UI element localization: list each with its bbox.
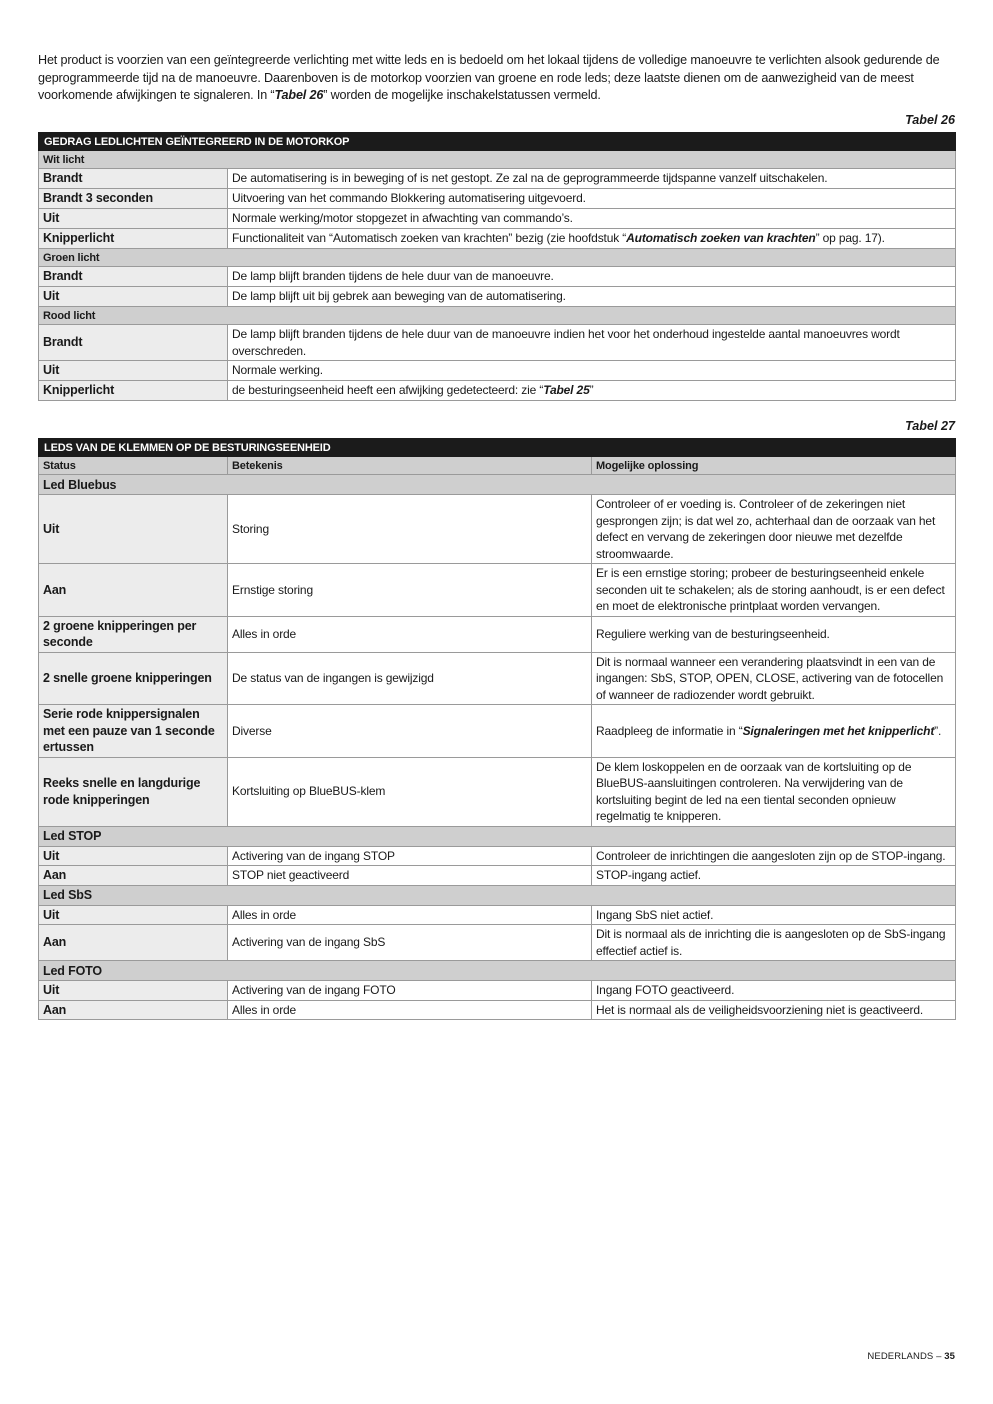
table-26-caption: Tabel 26 <box>905 113 955 127</box>
table-row <box>39 925 956 961</box>
table-27 <box>38 438 956 1020</box>
row-status: Uit <box>39 495 228 564</box>
row-status: Uit <box>39 905 228 925</box>
chapter-ref: Signaleringen met het knipperlicht <box>742 723 935 738</box>
row-solution: Dit is normaal wanneer een verandering plaatsvindt in een van de ingangen: SbS, STOP, OPEN, CLOSE, activering van de fotocellen of wanneer de radiozender wordt gebruikt. <box>592 652 956 705</box>
row-solution-text: Raadpleeg de informatie in “ <box>596 723 743 738</box>
row-status: 2 snelle groene knipperingen <box>39 652 228 705</box>
row-solution: Er is een ernstige storing; probeer de besturingseenheid enkele seconden uit te schakelen; als de storing aanhoudt, is er een defect en moet de elektronische printplaat worden vervangen. <box>592 564 956 617</box>
row-key: Uit <box>39 287 228 307</box>
row-value-text: ” op pag. 17). <box>815 231 885 246</box>
row-value <box>228 229 956 249</box>
row-value: De lamp blijft uit bij gebrek aan beweging van de automatisering. <box>228 287 956 307</box>
row-meaning: Activering van de ingang FOTO <box>228 981 592 1001</box>
table-26-title: GEDRAG LEDLICHTEN GEÏNTEGREERD IN DE MOTORKOP <box>39 133 956 151</box>
page-number: 35 <box>944 1351 955 1362</box>
table-27-caption: Tabel 27 <box>905 419 955 433</box>
intro-table-ref: Tabel 26 <box>274 88 324 102</box>
column-header-solution: Mogelijke oplossing <box>592 457 956 475</box>
group-header: Groen licht <box>39 249 956 267</box>
table-row <box>39 846 956 866</box>
row-solution: Controleer of er voeding is. Controleer of de zekeringen niet gesprongen zijn; is dat wel zo, achterhaal dan de oorzaak van het defect en vervang de zekeringen door nieuwe met dezelfde stroomwaarde. <box>592 495 956 564</box>
row-solution: Controleer de inrichtingen die aangesloten zijn op de STOP-ingang. <box>592 846 956 866</box>
table-row <box>39 905 956 925</box>
row-status: Uit <box>39 846 228 866</box>
row-solution-text: ”. <box>934 723 942 738</box>
row-meaning: Ernstige storing <box>228 564 592 617</box>
table-row <box>39 652 956 705</box>
row-key: Uit <box>39 361 228 381</box>
intro-paragraph <box>38 52 956 105</box>
row-value-text: ” <box>589 383 594 398</box>
row-meaning: De status van de ingangen is gewijzigd <box>228 652 592 705</box>
table-row <box>39 381 956 401</box>
row-key: Brandt <box>39 267 228 287</box>
row-meaning: Alles in orde <box>228 905 592 925</box>
group-header: Led Bluebus <box>39 475 956 495</box>
table-row <box>39 495 956 564</box>
table-row <box>39 616 956 652</box>
table-row <box>39 1000 956 1020</box>
row-solution: Dit is normaal als de inrichting die is aangesloten op de SbS-ingang effectief actief is. <box>592 925 956 961</box>
column-headers <box>39 457 956 475</box>
row-solution: Het is normaal als de veiligheidsvoorziening niet is geactiveerd. <box>592 1000 956 1020</box>
row-value: De lamp blijft branden tijdens de hele duur van de manoeuvre. <box>228 267 956 287</box>
column-header-meaning: Betekenis <box>228 457 592 475</box>
row-status: Aan <box>39 925 228 961</box>
intro-text-1: Het product is voorzien van een geïntegreerde verlichting met witte leds en is bedoeld om het lokaal tijdens de volledige manoeuvre te verlichten alsook gedurende de geprogrammeerde tijd na de manoeuvre. Daarenboven is de motorkop voorzien van groene en rode leds; deze laatste dienen om de aanwezigheid van de meest voorkomende afwijkingen te signaleren. In “ <box>38 53 940 102</box>
column-header-status: Status <box>39 457 228 475</box>
table-row <box>39 757 956 826</box>
row-status: Aan <box>39 866 228 886</box>
table-row <box>39 209 956 229</box>
row-status: Uit <box>39 981 228 1001</box>
table-row <box>39 267 956 287</box>
row-solution: Ingang FOTO geactiveerd. <box>592 981 956 1001</box>
table-row <box>39 169 956 189</box>
table-row <box>39 189 956 209</box>
row-solution <box>592 705 956 758</box>
row-value: De automatisering is in beweging of is net gestopt. Ze zal na de geprogrammeerde tijdspanne vanzelf uitschakelen. <box>228 169 956 189</box>
row-status: Aan <box>39 1000 228 1020</box>
table-row <box>39 866 956 886</box>
row-key: Brandt <box>39 169 228 189</box>
row-value: Normale werking. <box>228 361 956 381</box>
table-row <box>39 229 956 249</box>
row-status: 2 groene knipperingen per seconde <box>39 616 228 652</box>
row-key: Uit <box>39 209 228 229</box>
row-key: Brandt 3 seconden <box>39 189 228 209</box>
group-header: Led STOP <box>39 826 956 846</box>
row-value: De lamp blijft branden tijdens de hele duur van de manoeuvre indien het voor het onderhoud ingestelde aantal manoeuvres wordt overschreden. <box>228 325 956 361</box>
row-meaning: STOP niet geactiveerd <box>228 866 592 886</box>
group-header: Rood licht <box>39 307 956 325</box>
row-meaning: Alles in orde <box>228 616 592 652</box>
chapter-ref: Automatisch zoeken van krachten <box>626 231 816 246</box>
row-key: Brandt <box>39 325 228 361</box>
row-value <box>228 381 956 401</box>
row-solution: STOP-ingang actief. <box>592 866 956 886</box>
table-ref: Tabel 25 <box>543 383 590 398</box>
row-meaning: Activering van de ingang STOP <box>228 846 592 866</box>
row-meaning: Diverse <box>228 705 592 758</box>
table-row <box>39 361 956 381</box>
table-row <box>39 325 956 361</box>
table-row <box>39 981 956 1001</box>
row-status: Reeks snelle en langdurige rode knipperingen <box>39 757 228 826</box>
row-meaning: Kortsluiting op BlueBUS-klem <box>228 757 592 826</box>
row-solution: Reguliere werking van de besturingseenheid. <box>592 616 956 652</box>
table-27-title: LEDS VAN DE KLEMMEN OP DE BESTURINGSEENHEID <box>39 439 956 457</box>
row-key: Knipperlicht <box>39 381 228 401</box>
table-row <box>39 287 956 307</box>
row-value: Normale werking/motor stopgezet in afwachting van commando’s. <box>228 209 956 229</box>
page-footer <box>867 1351 955 1362</box>
row-value: Uitvoering van het commando Blokkering automatisering uitgevoerd. <box>228 189 956 209</box>
row-meaning: Activering van de ingang SbS <box>228 925 592 961</box>
row-value-text: Functionaliteit van “Automatisch zoeken van krachten” bezig (zie hoofdstuk “ <box>232 231 627 246</box>
group-header: Led SbS <box>39 885 956 905</box>
row-status: Serie rode knippersignalen met een pauze van 1 seconde ertussen <box>39 705 228 758</box>
footer-language: NEDERLANDS – <box>867 1351 945 1362</box>
row-meaning: Storing <box>228 495 592 564</box>
table-row <box>39 705 956 758</box>
row-solution: Ingang SbS niet actief. <box>592 905 956 925</box>
table-26 <box>38 132 956 401</box>
row-value-text: de besturingseenheid heeft een afwijking gedetecteerd: zie “ <box>232 383 544 398</box>
row-meaning: Alles in orde <box>228 1000 592 1020</box>
group-header: Wit licht <box>39 151 956 169</box>
row-status: Aan <box>39 564 228 617</box>
table-row <box>39 564 956 617</box>
group-header: Led FOTO <box>39 961 956 981</box>
intro-text-2: ” worden de mogelijke inschakelstatussen vermeld. <box>323 88 601 102</box>
row-solution: De klem loskoppelen en de oorzaak van de kortsluiting op de BlueBUS-aansluitingen controleren. Na verwijdering van de kortsluiting begint de led na een tiental seconden opnieuw regelmatig te knipperen. <box>592 757 956 826</box>
row-key: Knipperlicht <box>39 229 228 249</box>
